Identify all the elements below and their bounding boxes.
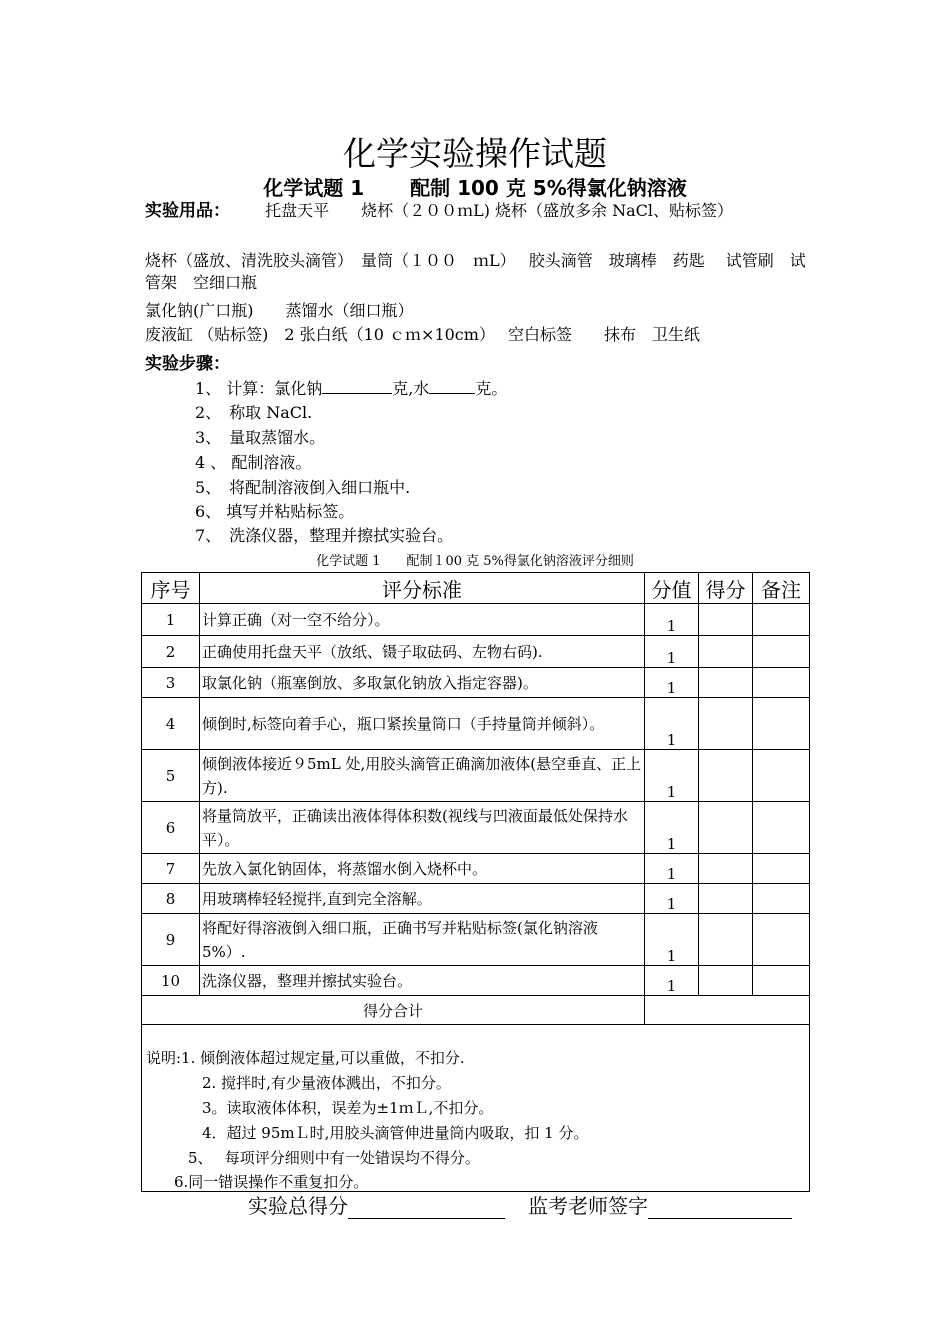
- row-points: 1: [645, 636, 699, 668]
- note-3: 3。读取液体体积，误差为±1ｍＬ,不扣分。: [202, 1099, 494, 1117]
- materials-text-1: 托盘天平 烧杯（２００ｍL) 烧杯（盛放多余 NaCl、贴标签）: [265, 201, 734, 220]
- row-remark-cell[interactable]: [753, 636, 810, 668]
- row-remark-cell[interactable]: [753, 668, 810, 698]
- row-score-cell[interactable]: [699, 802, 753, 854]
- row-points: 1: [645, 750, 699, 802]
- row-no: 4: [142, 698, 200, 750]
- row-criteria: 倾倒时,标签向着手心，瓶口紧挨量筒口（手持量筒并倾斜）。: [200, 698, 645, 750]
- row-points: 1: [645, 884, 699, 914]
- materials-line-2: 烧杯（盛放、清洗胶头滴管） 量筒（１００ ｍL） 胶头滴管 玻璃棒 药匙 试管刷 试管架 空细口瓶: [145, 251, 806, 292]
- row-no: 2: [142, 636, 200, 668]
- total-score-field: [248, 1190, 505, 1219]
- row-remark-cell[interactable]: [753, 750, 810, 802]
- row-criteria: 正确使用托盘天平（放纸、镊子取砝码、左物右码).: [200, 636, 645, 668]
- row-no: 7: [142, 854, 200, 884]
- header-points: 分值: [645, 573, 699, 604]
- row-no: 6: [142, 802, 200, 854]
- notes-row: [142, 1025, 810, 1192]
- row-points: 1: [645, 604, 699, 636]
- row-points: 1: [645, 668, 699, 698]
- row-no: 1: [142, 604, 200, 636]
- row-points: 1: [645, 854, 699, 884]
- row-no: 3: [142, 668, 200, 698]
- note-5: 5、 每项评分细则中有一处错误均不得分。: [188, 1149, 480, 1167]
- step-4: 4 、 配制溶液。: [195, 453, 312, 472]
- step-2: 2、 称取 NaCl.: [195, 403, 313, 422]
- step-5: 5、 将配制溶液倒入细口瓶中.: [195, 478, 411, 497]
- materials-line-4: 废液缸 （贴标签) 2 张白纸（10 ｃｍ×10cm） 空白标签 抹布 卫生纸: [145, 325, 701, 344]
- row-criteria: 先放入氯化钠固体，将蒸馏水倒入烧杯中。: [200, 854, 645, 884]
- step-7: 7、 洗涤仪器，整理并擦拭实验台。: [195, 526, 454, 545]
- page-title: 化学实验操作试题: [343, 134, 607, 173]
- row-criteria: 用玻璃棒轻轻搅拌,直到完全溶解。: [200, 884, 645, 914]
- total-score-line[interactable]: [348, 1198, 505, 1219]
- note-2: 2. 搅拌时,有少量液体溅出，不扣分。: [202, 1074, 451, 1092]
- note-4: 4．超过 95mＬ时,用胶头滴管伸进量筒内吸取，扣 1 分。: [202, 1124, 589, 1142]
- row-no: 10: [142, 966, 200, 996]
- row-remark-cell[interactable]: [753, 604, 810, 636]
- water-blank[interactable]: [429, 379, 475, 394]
- row-remark-cell[interactable]: [753, 884, 810, 914]
- row-no: 9: [142, 914, 200, 966]
- total-row: [142, 996, 810, 1025]
- step-1-mid: 克,水: [392, 379, 430, 398]
- row-score-cell[interactable]: [699, 698, 753, 750]
- table-row: [142, 668, 810, 698]
- header-no: 序号: [142, 573, 200, 604]
- row-criteria: 计算正确（对一空不给分）。: [200, 604, 645, 636]
- table-row: [142, 914, 810, 966]
- total-label: 得分合计: [142, 996, 645, 1025]
- row-score-cell[interactable]: [699, 914, 753, 966]
- supervisor-sign-label: 监考老师签字: [528, 1194, 648, 1218]
- table-row: [142, 966, 810, 996]
- table-row: [142, 604, 810, 636]
- row-no: 5: [142, 750, 200, 802]
- row-score-cell[interactable]: [699, 604, 753, 636]
- row-remark-cell[interactable]: [753, 698, 810, 750]
- row-points: 1: [645, 914, 699, 966]
- row-remark-cell[interactable]: [753, 914, 810, 966]
- header-score: 得分: [699, 573, 753, 604]
- row-score-cell[interactable]: [699, 668, 753, 698]
- row-no: 8: [142, 884, 200, 914]
- supervisor-sign-field: [528, 1190, 792, 1219]
- row-criteria: 洗涤仪器，整理并擦拭实验台。: [200, 966, 645, 996]
- row-remark-cell[interactable]: [753, 966, 810, 996]
- header-criteria: 评分标准: [200, 573, 645, 604]
- table-row: [142, 854, 810, 884]
- row-remark-cell[interactable]: [753, 802, 810, 854]
- table-row: [142, 884, 810, 914]
- row-criteria: 将量筒放平，正确读出液体得体积数(视线与凹液面最低处保持水平）。: [200, 802, 645, 854]
- table-row: [142, 698, 810, 750]
- row-points: 1: [645, 966, 699, 996]
- step-1-suffix: 克。: [475, 379, 508, 398]
- row-remark-cell[interactable]: [753, 854, 810, 884]
- step-3: 3、 量取蒸馏水。: [195, 428, 326, 447]
- row-score-cell[interactable]: [699, 750, 753, 802]
- scoring-table: [141, 572, 810, 1192]
- row-score-cell[interactable]: [699, 854, 753, 884]
- table-row: [142, 636, 810, 668]
- notes-cell: [142, 1025, 810, 1192]
- supervisor-sign-line[interactable]: [648, 1198, 792, 1219]
- step-1-prefix: 1、 计算：氯化钠: [195, 379, 323, 398]
- materials-label: 实验用品：: [145, 201, 230, 221]
- row-score-cell[interactable]: [699, 884, 753, 914]
- page-subtitle: [0, 172, 950, 201]
- table-row: [142, 750, 810, 802]
- step-1: [195, 376, 507, 399]
- note-1: 说明:1. 倾倒液体超过规定量,可以重做，不扣分.: [146, 1049, 465, 1067]
- total-score-cell[interactable]: [645, 996, 810, 1025]
- exam-number: 化学试题 1: [263, 176, 365, 200]
- sodium-chloride-blank[interactable]: [322, 379, 392, 394]
- row-criteria: 倾倒液体接近９5mL 处,用胶头滴管正确滴加液体(悬空垂直、正上方).: [200, 750, 645, 802]
- row-criteria: 将配好得溶液倒入细口瓶，正确书写并粘贴标签(氯化钠溶液 5%）.: [200, 914, 645, 966]
- note-6: 6.同一错误操作不重复扣分。: [174, 1173, 369, 1191]
- materials-line-3: 氯化钠(广口瓶) 蒸馏水（细口瓶）: [145, 301, 414, 320]
- table-header-row: [142, 573, 810, 604]
- row-points: 1: [645, 802, 699, 854]
- table-row: [142, 802, 810, 854]
- exam-topic: 配制 100 克 5%得氯化钠溶液: [410, 176, 687, 200]
- row-score-cell[interactable]: [699, 636, 753, 668]
- total-score-label: 实验总得分: [248, 1194, 348, 1218]
- step-6: 6、 填写并粘贴标签。: [195, 502, 355, 521]
- header-remark: 备注: [753, 573, 810, 604]
- steps-heading: 实验步骤：: [145, 354, 230, 374]
- table-caption: 化学试题 1 配制１00 克 5%得氯化钠溶液评分细则: [316, 554, 634, 569]
- row-criteria: 取氯化钠（瓶塞倒放、多取氯化钠放入指定容器)。: [200, 668, 645, 698]
- row-points: 1: [645, 698, 699, 750]
- materials-line-1: [145, 200, 810, 222]
- row-score-cell[interactable]: [699, 966, 753, 996]
